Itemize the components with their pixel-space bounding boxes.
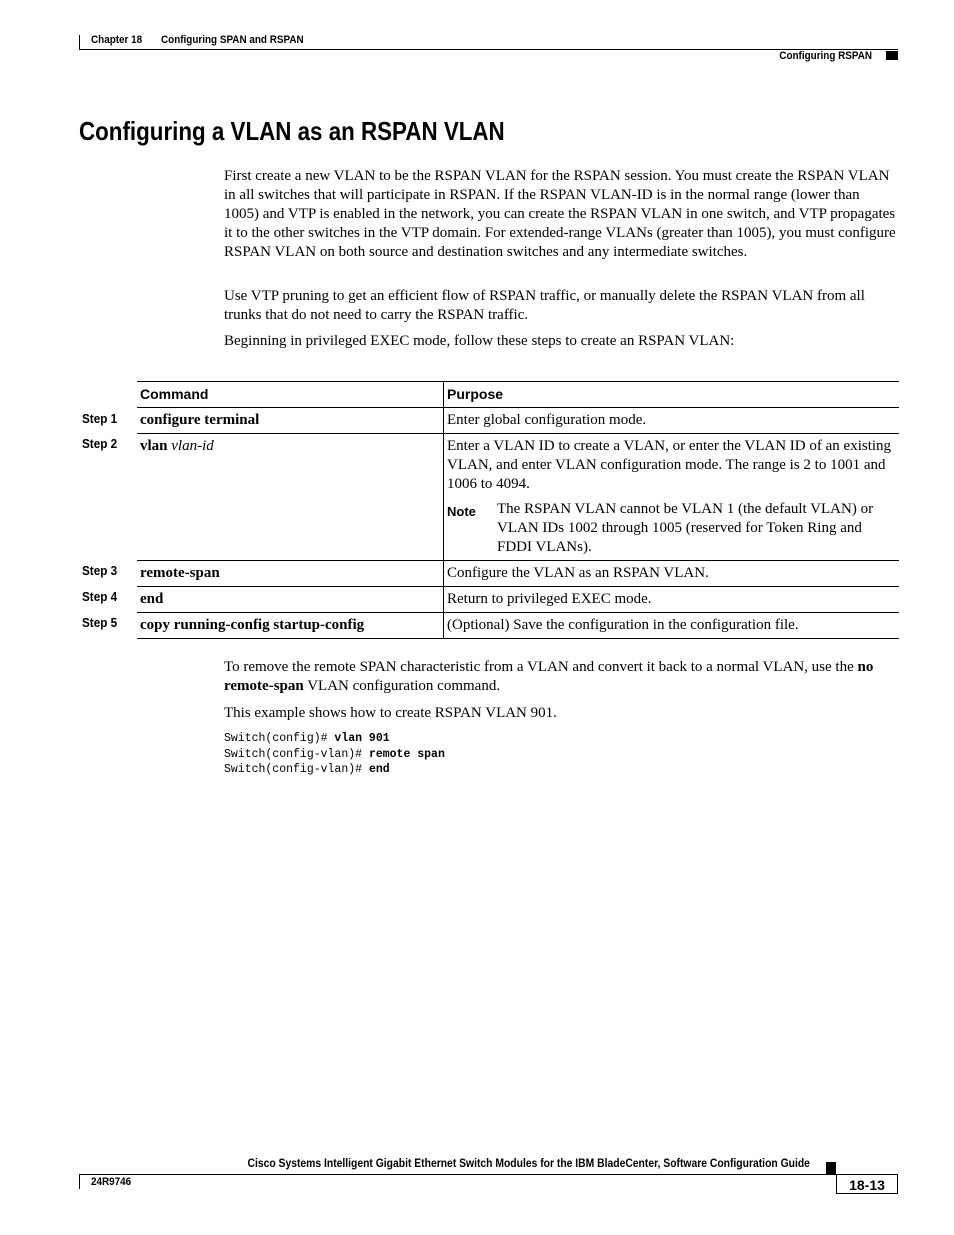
code-line-3: Switch(config-vlan)# end <box>224 763 390 776</box>
step-purpose: Enter a VLAN ID to create a VLAN, or enter the VLAN ID of an existing VLAN, and enter VLAN configuration mode. The range is 2 to 1001 and 1006 to 4094. <box>447 438 892 492</box>
table-row <box>137 408 899 434</box>
header-marker <box>886 51 898 60</box>
footer-rule <box>79 1174 898 1175</box>
page-title: Configuring a VLAN as an RSPAN VLAN <box>79 116 505 146</box>
header-chapter: Chapter 18 <box>91 34 143 46</box>
step-purpose: Configure the VLAN as an RSPAN VLAN. <box>447 565 709 581</box>
table-row <box>137 561 899 587</box>
table-header-row <box>137 382 899 408</box>
header-rule <box>79 49 898 50</box>
header-purpose: Purpose <box>444 382 900 408</box>
step-command: copy running-config startup-config <box>140 617 365 633</box>
step-label-4: Step 4 <box>82 589 118 604</box>
footer-guide-title: Cisco Systems Intelligent Gigabit Ethernet Switch Modules for the IBM BladeCenter, Software Configuration Guide <box>247 1158 810 1170</box>
step-label-5: Step 5 <box>82 615 118 630</box>
intro-paragraph-3: Beginning in privileged EXEC mode, follow these steps to create an RSPAN VLAN: <box>224 333 735 349</box>
code-line-1: Switch(config)# vlan 901 <box>224 732 390 745</box>
header-chapter-title: Configuring SPAN and RSPAN <box>161 34 304 46</box>
step-label-2: Step 2 <box>82 436 118 451</box>
table-row <box>137 434 899 561</box>
step-argument: vlan-id <box>171 438 214 454</box>
note-text: The RSPAN VLAN cannot be VLAN 1 (the default VLAN) or VLAN IDs 1002 through 1005 (reserved for Token Ring and FDDI VLANs). <box>497 501 874 555</box>
intro-paragraph-1: First create a new VLAN to be the RSPAN VLAN for the RSPAN session. You must create the RSPAN VLAN in all switches that will participate in RSPAN. If the RSPAN VLAN-ID is in the normal range (lower than 1005) and VTP is enabled in the network, you can create the RSPAN VLAN in one switch, and VTP propagates it to the other switches in the VTP domain. For extended-range VLANs (greater than 1005), you must configure RSPAN VLAN on both source and destination switches and any intermediate switches. <box>224 168 896 260</box>
step-purpose: Return to privileged EXEC mode. <box>447 591 652 607</box>
step-purpose: (Optional) Save the configuration in the configuration file. <box>447 617 799 633</box>
note-label: Note <box>447 504 476 519</box>
header-rule-vertical <box>79 35 80 50</box>
steps-table <box>137 381 899 639</box>
code-line-2: Switch(config-vlan)# remote span <box>224 747 445 761</box>
step-command: remote-span <box>140 565 220 581</box>
step-purpose: Enter global configuration mode. <box>447 412 647 428</box>
step-command: end <box>140 591 164 607</box>
note-box <box>447 500 896 557</box>
footer-doc-number: 24R9746 <box>91 1176 132 1188</box>
table-row <box>137 613 899 639</box>
example-paragraph: This example shows how to create RSPAN VLAN 901. <box>224 705 557 721</box>
step-label-3: Step 3 <box>82 563 118 578</box>
step-command: configure terminal <box>140 412 260 428</box>
intro-paragraph-2: Use VTP pruning to get an efficient flow of RSPAN traffic, or manually delete the RSPAN VLAN from all trunks that do not need to carry the RSPAN traffic. <box>224 288 865 323</box>
step-label-1: Step 1 <box>82 411 118 426</box>
table-row <box>137 587 899 613</box>
footer-rule-vertical <box>79 1174 80 1189</box>
step-command: vlan <box>140 438 168 454</box>
header-section: Configuring RSPAN <box>779 50 872 62</box>
no-remote-span-command: no remote-span <box>224 659 874 694</box>
remove-paragraph: To remove the remote SPAN characteristic from a VLAN and convert it back to a normal VLAN, use the no remote-span VLAN configuration command. <box>224 659 874 694</box>
page-number: 18-13 <box>836 1174 898 1194</box>
header-command: Command <box>137 382 444 408</box>
